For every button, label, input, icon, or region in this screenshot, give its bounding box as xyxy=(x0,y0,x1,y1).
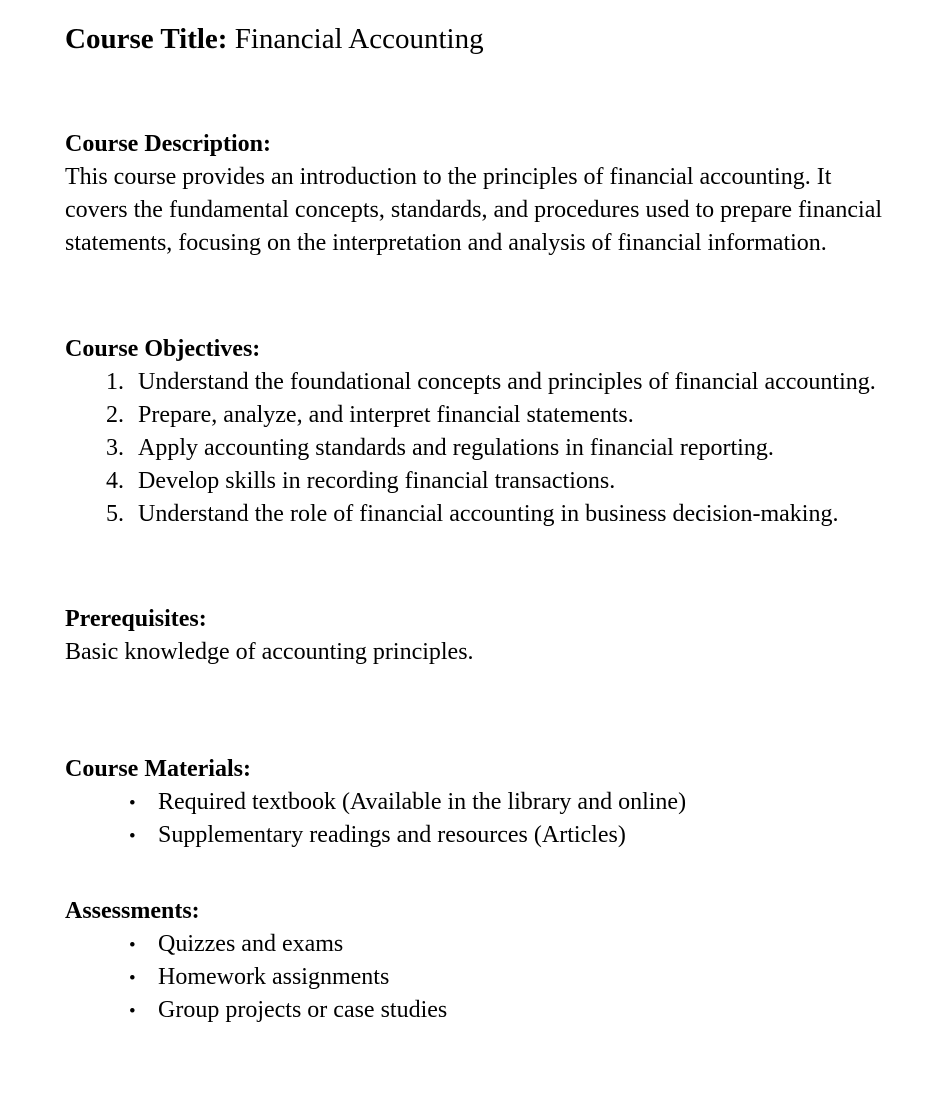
section-assessments xyxy=(65,895,882,1027)
course-title-label: Course Title: xyxy=(65,23,228,55)
objective-item: 5. Understand the role of financial accounting in business decision-making. xyxy=(130,498,882,531)
section-course-objectives xyxy=(65,333,882,531)
objective-item: 3. Apply accounting standards and regulations in financial reporting. xyxy=(130,432,882,465)
material-item: • Supplementary readings and resources (Articles) xyxy=(129,819,882,852)
objective-item: 1. Understand the foundational concepts and principles of financial accounting. xyxy=(130,366,882,399)
course-title-value: Financial Accounting xyxy=(227,23,484,55)
objective-item: 2. Prepare, analyze, and interpret financial statements. xyxy=(130,399,882,432)
assessment-item: • Homework assignments xyxy=(129,961,882,994)
course-title-line xyxy=(65,20,882,58)
section-prerequisites xyxy=(65,603,882,669)
section-course-description xyxy=(65,128,882,260)
course-description-paragraph: This course provides an introduction to the principles of financial accounting. It covers the fundamental concepts, standards, and procedures used to prepare financial statements, focusing on the interpretation and analysis of financial information. xyxy=(65,164,883,256)
material-item: • Required textbook (Available in the library and online) xyxy=(129,786,882,819)
course-materials-list xyxy=(65,786,882,852)
prerequisites-paragraph: Basic knowledge of accounting principles. xyxy=(65,639,474,665)
assessments-heading: Assessments: xyxy=(65,898,200,924)
course-objectives-list xyxy=(65,366,882,531)
course-objectives-heading: Course Objectives: xyxy=(65,336,261,362)
assessment-item: • Quizzes and exams xyxy=(129,928,882,961)
assessment-item: • Group projects or case studies xyxy=(129,994,882,1027)
prerequisites-heading: Prerequisites: xyxy=(65,606,207,632)
course-materials-heading: Course Materials: xyxy=(65,756,251,782)
assessments-list xyxy=(65,928,882,1027)
objective-item: 4. Develop skills in recording financial transactions. xyxy=(130,465,882,498)
section-course-materials xyxy=(65,753,882,852)
course-description-heading: Course Description: xyxy=(65,131,271,157)
